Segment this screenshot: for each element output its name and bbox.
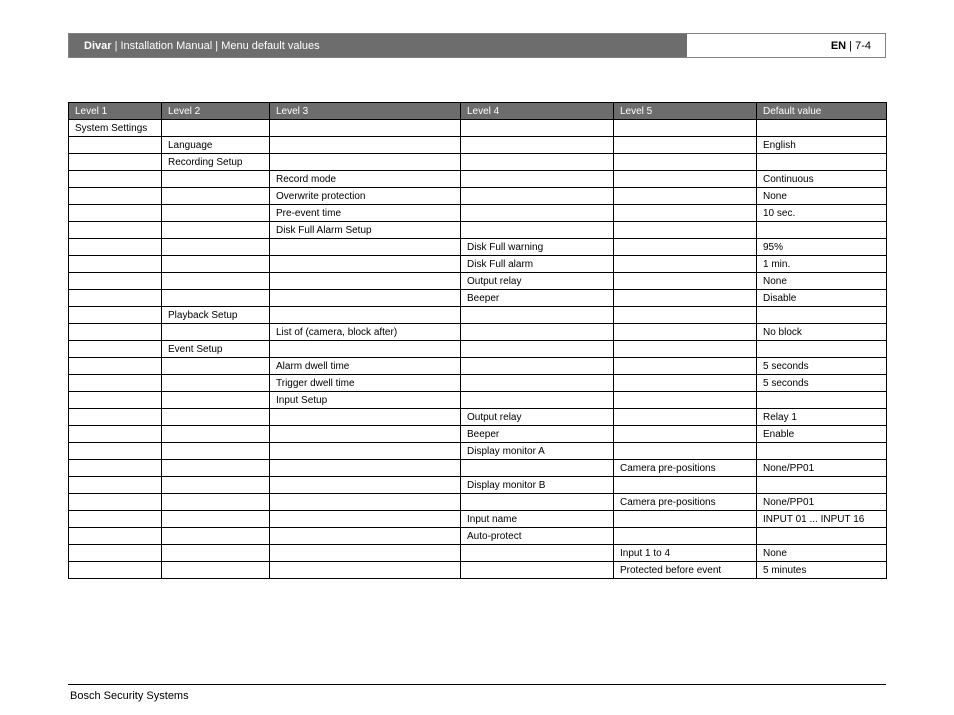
table-row bbox=[69, 494, 887, 511]
table-row bbox=[69, 256, 887, 273]
table-cell bbox=[69, 256, 162, 273]
table-cell bbox=[461, 307, 614, 324]
table-cell bbox=[461, 545, 614, 562]
table-cell bbox=[461, 188, 614, 205]
table-cell: Overwrite protection bbox=[270, 188, 461, 205]
table-cell bbox=[614, 256, 757, 273]
table-cell: Camera pre-positions bbox=[614, 460, 757, 477]
table-cell bbox=[614, 426, 757, 443]
table-cell: None bbox=[757, 545, 887, 562]
table-cell bbox=[461, 392, 614, 409]
table-cell: Relay 1 bbox=[757, 409, 887, 426]
table-cell: Camera pre-positions bbox=[614, 494, 757, 511]
table-cell bbox=[162, 460, 270, 477]
table-cell bbox=[162, 324, 270, 341]
column-header: Level 3 bbox=[270, 103, 461, 120]
table-cell bbox=[162, 426, 270, 443]
table-cell bbox=[270, 494, 461, 511]
table-cell bbox=[614, 205, 757, 222]
table-cell bbox=[461, 222, 614, 239]
table-cell bbox=[69, 290, 162, 307]
table-cell bbox=[162, 205, 270, 222]
table-cell: English bbox=[757, 137, 887, 154]
table-cell: Auto-protect bbox=[461, 528, 614, 545]
table-cell: Display monitor A bbox=[461, 443, 614, 460]
table-row bbox=[69, 205, 887, 222]
table-cell: 95% bbox=[757, 239, 887, 256]
table-row bbox=[69, 341, 887, 358]
header-page-info bbox=[687, 34, 885, 57]
table-cell: None bbox=[757, 188, 887, 205]
table-row bbox=[69, 273, 887, 290]
table-cell bbox=[614, 120, 757, 137]
table-cell bbox=[69, 171, 162, 188]
table-cell bbox=[162, 562, 270, 579]
table-cell: Input name bbox=[461, 511, 614, 528]
table-cell: System Settings bbox=[69, 120, 162, 137]
table-cell bbox=[270, 273, 461, 290]
table-cell bbox=[270, 426, 461, 443]
table-cell bbox=[461, 494, 614, 511]
table-cell bbox=[270, 545, 461, 562]
table-cell: Language bbox=[162, 137, 270, 154]
table-cell: Disable bbox=[757, 290, 887, 307]
table-cell bbox=[757, 392, 887, 409]
table-cell bbox=[162, 375, 270, 392]
table-cell bbox=[757, 154, 887, 171]
page-number: | 7-4 bbox=[846, 39, 871, 52]
table-cell bbox=[69, 443, 162, 460]
table-row bbox=[69, 120, 887, 137]
table-cell bbox=[162, 239, 270, 256]
table-cell bbox=[162, 256, 270, 273]
table-cell: No block bbox=[757, 324, 887, 341]
table-cell: Disk Full Alarm Setup bbox=[270, 222, 461, 239]
column-header: Level 4 bbox=[461, 103, 614, 120]
table-cell: 10 sec. bbox=[757, 205, 887, 222]
table-cell bbox=[162, 188, 270, 205]
page-header bbox=[68, 33, 886, 58]
table-cell bbox=[162, 120, 270, 137]
table-cell bbox=[757, 528, 887, 545]
table-cell bbox=[69, 477, 162, 494]
table-cell: Protected before event bbox=[614, 562, 757, 579]
table-row bbox=[69, 511, 887, 528]
table-cell bbox=[757, 477, 887, 494]
table-row bbox=[69, 443, 887, 460]
table-row bbox=[69, 188, 887, 205]
table-cell bbox=[162, 511, 270, 528]
table-cell bbox=[69, 511, 162, 528]
column-header: Level 2 bbox=[162, 103, 270, 120]
table-cell: Output relay bbox=[461, 409, 614, 426]
table-row bbox=[69, 239, 887, 256]
table-cell bbox=[757, 120, 887, 137]
column-header: Default value bbox=[757, 103, 887, 120]
table-cell bbox=[69, 137, 162, 154]
footer-divider bbox=[68, 684, 886, 685]
table-cell bbox=[614, 392, 757, 409]
table-cell: Recording Setup bbox=[162, 154, 270, 171]
table-cell bbox=[757, 443, 887, 460]
table-cell: List of (camera, block after) bbox=[270, 324, 461, 341]
table-cell bbox=[270, 460, 461, 477]
table-cell: Beeper bbox=[461, 290, 614, 307]
table-cell bbox=[270, 307, 461, 324]
table-cell bbox=[162, 392, 270, 409]
table-row bbox=[69, 392, 887, 409]
document-title: | Installation Manual | Menu default values bbox=[111, 39, 320, 52]
table-cell bbox=[270, 154, 461, 171]
table-cell bbox=[614, 273, 757, 290]
table-cell bbox=[757, 222, 887, 239]
table-cell bbox=[461, 460, 614, 477]
menu-defaults-table bbox=[68, 102, 887, 579]
table-cell bbox=[614, 137, 757, 154]
table-cell bbox=[614, 341, 757, 358]
table-cell bbox=[614, 188, 757, 205]
table-cell bbox=[69, 528, 162, 545]
table-cell: Continuous bbox=[757, 171, 887, 188]
table-cell bbox=[461, 171, 614, 188]
table-cell bbox=[69, 460, 162, 477]
table-cell bbox=[757, 341, 887, 358]
table-cell bbox=[614, 154, 757, 171]
table-cell bbox=[162, 545, 270, 562]
table-cell bbox=[69, 409, 162, 426]
table-cell bbox=[69, 273, 162, 290]
table-cell bbox=[69, 324, 162, 341]
table-row bbox=[69, 324, 887, 341]
table-cell bbox=[614, 443, 757, 460]
language-code: EN bbox=[830, 39, 847, 52]
table-cell bbox=[69, 545, 162, 562]
table-cell bbox=[69, 307, 162, 324]
table-cell bbox=[614, 409, 757, 426]
table-cell bbox=[614, 290, 757, 307]
table-cell bbox=[461, 154, 614, 171]
table-cell bbox=[614, 375, 757, 392]
table-cell bbox=[270, 290, 461, 307]
table-cell bbox=[69, 494, 162, 511]
table-cell bbox=[461, 375, 614, 392]
column-header: Level 5 bbox=[614, 103, 757, 120]
table-row bbox=[69, 528, 887, 545]
table-cell bbox=[69, 426, 162, 443]
table-cell: Display monitor B bbox=[461, 477, 614, 494]
table-cell bbox=[69, 188, 162, 205]
header-title bbox=[69, 34, 687, 57]
table-cell bbox=[162, 494, 270, 511]
table-cell: None bbox=[757, 273, 887, 290]
table-cell bbox=[614, 528, 757, 545]
table-cell bbox=[270, 341, 461, 358]
table-cell: 1 min. bbox=[757, 256, 887, 273]
table-cell bbox=[614, 477, 757, 494]
table-row bbox=[69, 222, 887, 239]
table-cell bbox=[461, 358, 614, 375]
table-cell: Alarm dwell time bbox=[270, 358, 461, 375]
table-cell bbox=[270, 477, 461, 494]
table-cell bbox=[461, 137, 614, 154]
table-cell bbox=[461, 205, 614, 222]
table-cell bbox=[461, 341, 614, 358]
table-cell: Record mode bbox=[270, 171, 461, 188]
table-cell bbox=[162, 222, 270, 239]
table-cell bbox=[614, 307, 757, 324]
table-cell: Enable bbox=[757, 426, 887, 443]
table-body bbox=[69, 120, 887, 579]
table-cell bbox=[69, 222, 162, 239]
table-cell: INPUT 01 ... INPUT 16 bbox=[757, 511, 887, 528]
table-cell bbox=[614, 171, 757, 188]
table-row bbox=[69, 171, 887, 188]
table-cell bbox=[162, 477, 270, 494]
table-cell bbox=[461, 562, 614, 579]
table-cell bbox=[270, 137, 461, 154]
table-cell bbox=[162, 528, 270, 545]
table-cell bbox=[69, 358, 162, 375]
table-cell: Trigger dwell time bbox=[270, 375, 461, 392]
table-row bbox=[69, 545, 887, 562]
table-cell bbox=[614, 222, 757, 239]
table-cell bbox=[69, 205, 162, 222]
table-cell bbox=[614, 358, 757, 375]
table-row bbox=[69, 154, 887, 171]
table-row bbox=[69, 307, 887, 324]
table-cell: Output relay bbox=[461, 273, 614, 290]
table-cell bbox=[270, 443, 461, 460]
table-cell bbox=[69, 341, 162, 358]
table-cell: Beeper bbox=[461, 426, 614, 443]
table-cell bbox=[614, 324, 757, 341]
table-cell bbox=[270, 120, 461, 137]
table-cell bbox=[270, 528, 461, 545]
table-row bbox=[69, 290, 887, 307]
table-cell: 5 seconds bbox=[757, 375, 887, 392]
table-cell bbox=[757, 307, 887, 324]
table-cell: Disk Full warning bbox=[461, 239, 614, 256]
table-cell: Disk Full alarm bbox=[461, 256, 614, 273]
table-cell bbox=[69, 154, 162, 171]
table-row bbox=[69, 426, 887, 443]
table-cell: 5 seconds bbox=[757, 358, 887, 375]
table-cell: 5 minutes bbox=[757, 562, 887, 579]
footer-company: Bosch Security Systems bbox=[70, 690, 189, 702]
table-cell bbox=[162, 171, 270, 188]
table-cell bbox=[69, 239, 162, 256]
table-cell: None/PP01 bbox=[757, 494, 887, 511]
table-cell bbox=[270, 256, 461, 273]
table-cell: Input 1 to 4 bbox=[614, 545, 757, 562]
table-cell bbox=[162, 290, 270, 307]
table-cell bbox=[614, 511, 757, 528]
table-cell bbox=[461, 120, 614, 137]
table-cell bbox=[162, 273, 270, 290]
table-cell: Input Setup bbox=[270, 392, 461, 409]
table-cell bbox=[162, 358, 270, 375]
table-cell bbox=[270, 562, 461, 579]
table-cell bbox=[69, 562, 162, 579]
table-cell bbox=[270, 409, 461, 426]
table-cell: None/PP01 bbox=[757, 460, 887, 477]
table-cell bbox=[270, 511, 461, 528]
table-cell bbox=[461, 324, 614, 341]
table-cell: Event Setup bbox=[162, 341, 270, 358]
table-cell: Playback Setup bbox=[162, 307, 270, 324]
table-header-row bbox=[69, 103, 887, 120]
table-row bbox=[69, 460, 887, 477]
table-cell bbox=[162, 409, 270, 426]
table-row bbox=[69, 375, 887, 392]
table-cell bbox=[69, 375, 162, 392]
table-cell bbox=[614, 239, 757, 256]
table-row bbox=[69, 137, 887, 154]
column-header: Level 1 bbox=[69, 103, 162, 120]
table-row bbox=[69, 409, 887, 426]
table-row bbox=[69, 358, 887, 375]
table-cell bbox=[270, 239, 461, 256]
table-row bbox=[69, 562, 887, 579]
table-cell bbox=[69, 392, 162, 409]
table-cell bbox=[162, 443, 270, 460]
brand-name: Divar bbox=[84, 39, 112, 52]
table-cell: Pre-event time bbox=[270, 205, 461, 222]
table-row bbox=[69, 477, 887, 494]
